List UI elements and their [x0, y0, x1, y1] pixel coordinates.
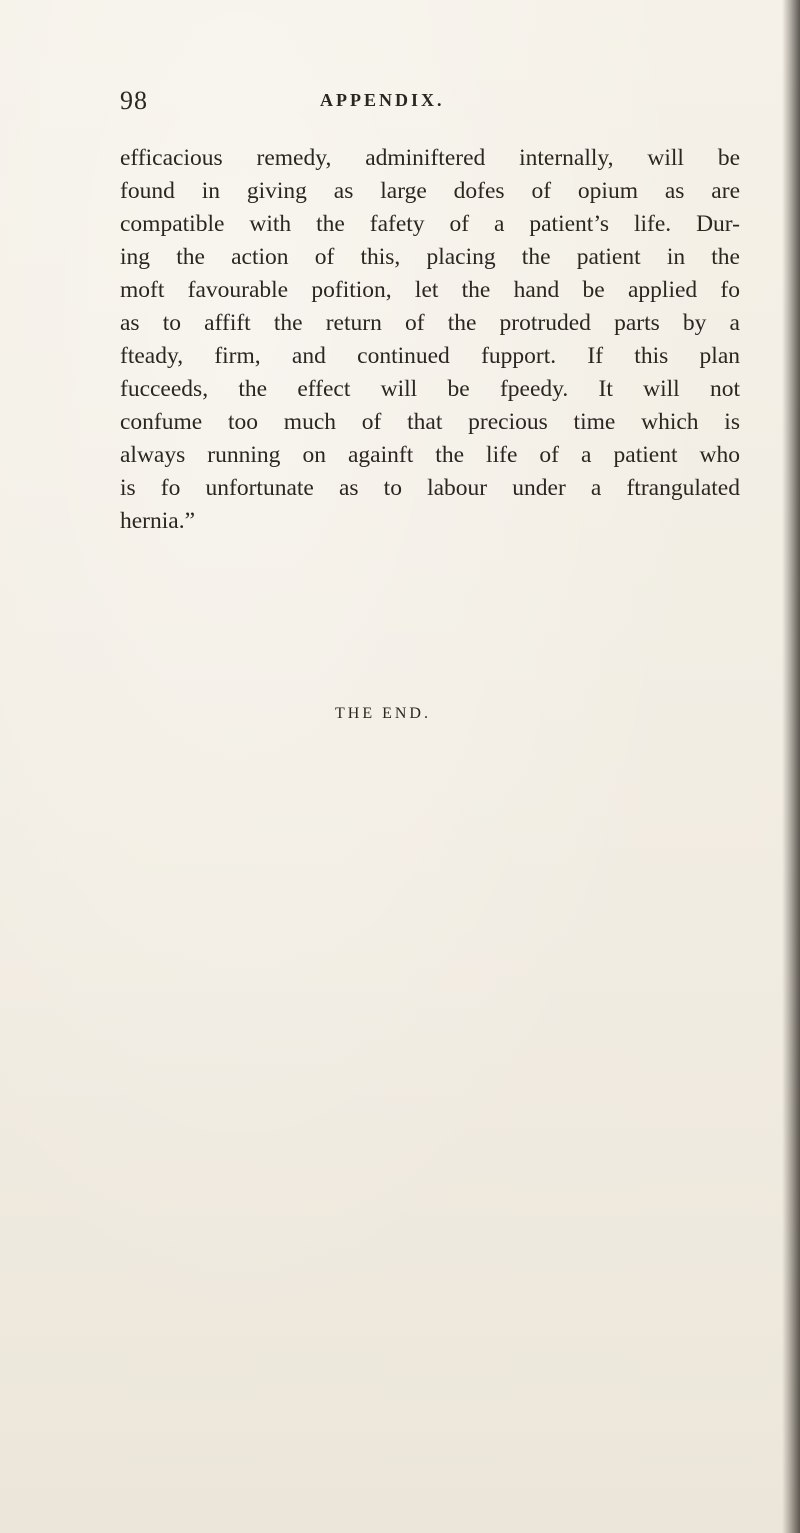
body-paragraph: [120, 142, 740, 538]
text-line: fteady, firm, and continued fupport. If this plan: [120, 343, 740, 369]
text-line: compatible with the fafety of a patient’s life. Dur-: [120, 211, 740, 237]
text-line: efficacious remedy, adminiftered internally, will be: [120, 145, 740, 171]
text-line: as to affift the return of the protruded parts by a: [120, 310, 740, 336]
text-line: hernia.”: [120, 508, 196, 534]
text-line: moft favourable pofition, let the hand be applied fo: [120, 277, 740, 303]
running-head: APPENDIX.: [320, 90, 445, 110]
the-end-label: THE END.: [335, 705, 431, 722]
text-line: is fo unfortunate as to labour under a ftrangulated: [120, 475, 740, 501]
text-line: fucceeds, the effect will be fpeedy. It will not: [120, 376, 740, 402]
text-line: always running on againft the life of a patient who: [120, 442, 740, 468]
page-number: 98: [120, 86, 148, 115]
text-line: ing the action of this, placing the patient in the: [120, 244, 740, 270]
page-header: [120, 86, 680, 120]
page-edge-shadow: [782, 0, 800, 1533]
text-line: confume too much of that precious time which is: [120, 409, 740, 435]
text-line: found in giving as large dofes of opium as are: [120, 178, 740, 204]
